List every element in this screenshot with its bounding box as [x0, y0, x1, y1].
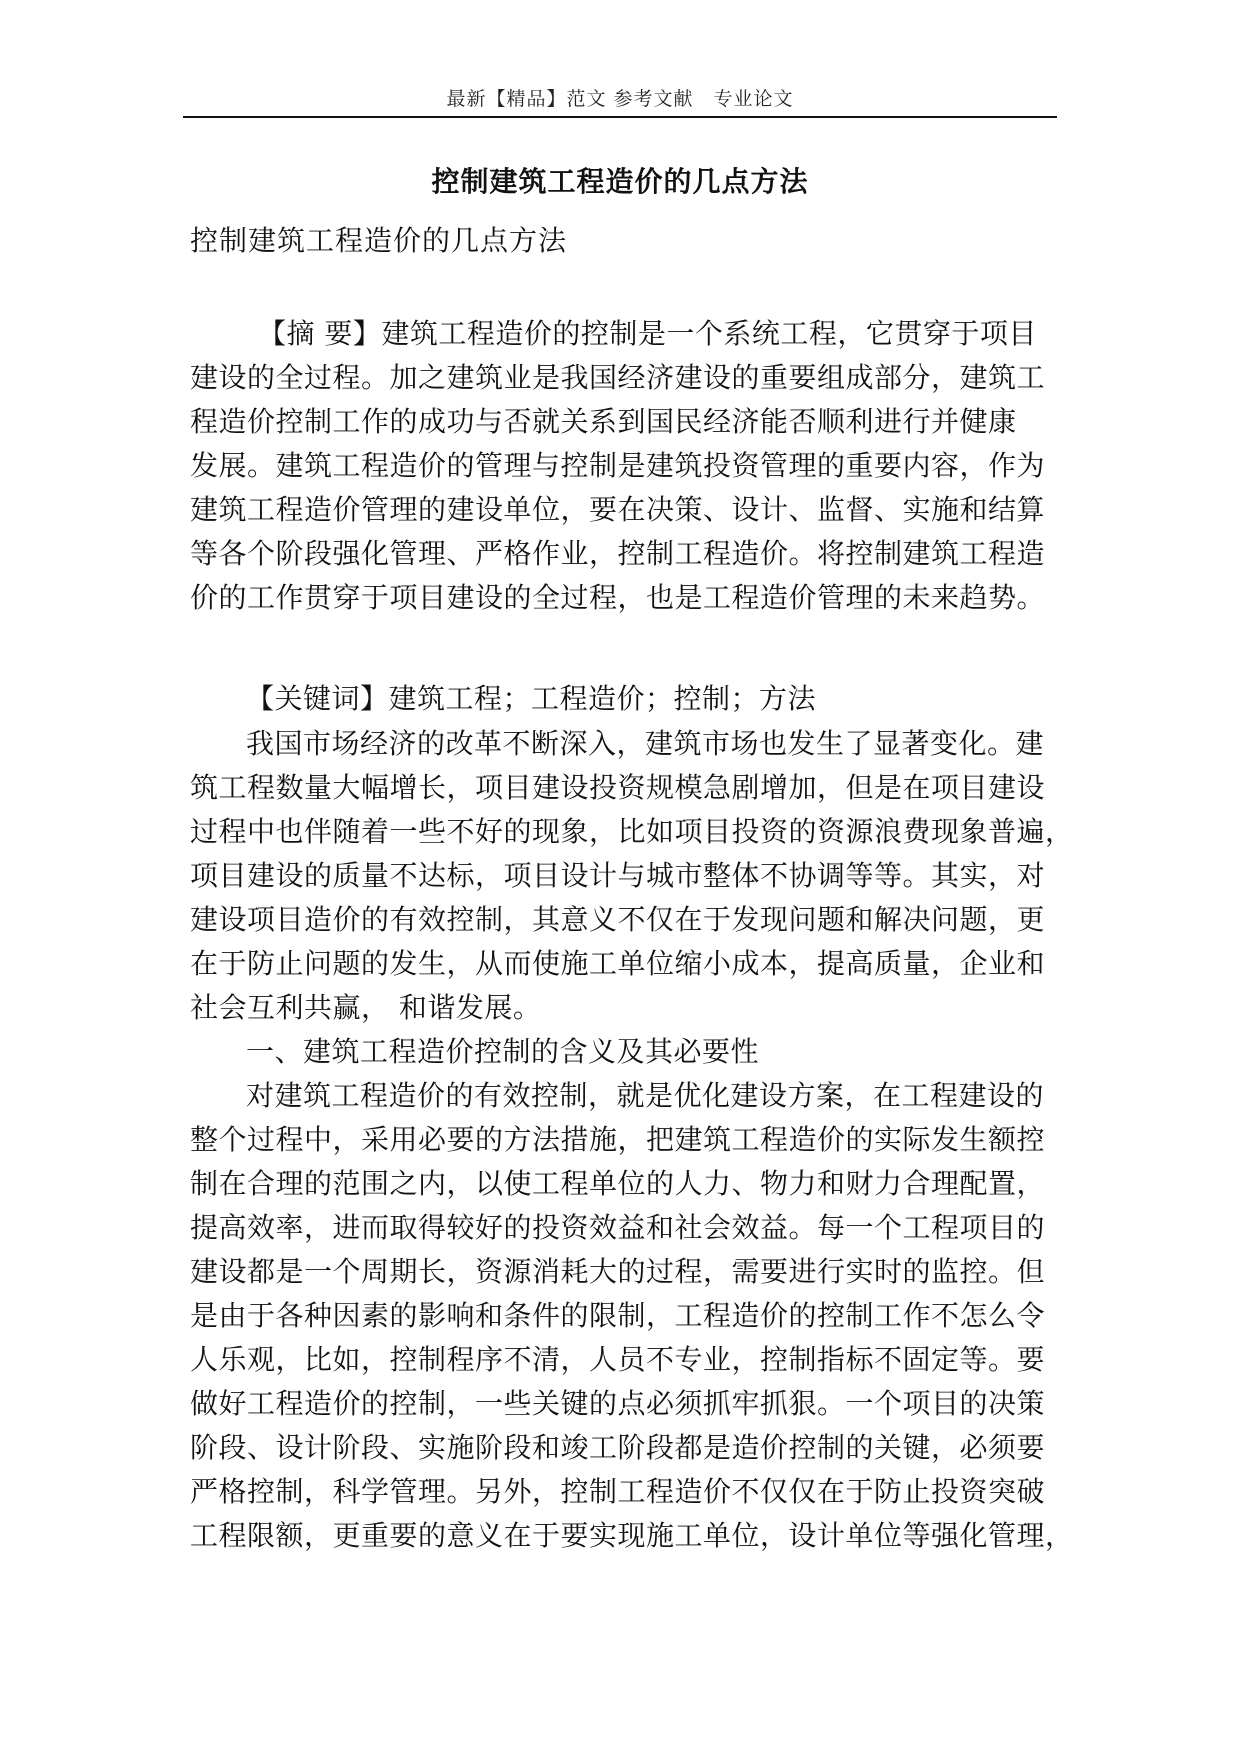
body-line: 工程限额，更重要的意义在于要实现施工单位，设计单位等强化管理， — [190, 1519, 1074, 1552]
abstract-line: 建设的全过程。加之建筑业是我国经济建设的重要组成部分，建筑工 — [190, 361, 1046, 394]
body-line: 人乐观，比如，控制程序不清，人员不专业，控制指标不固定等。要 — [190, 1343, 1046, 1376]
abstract-line: 等各个阶段强化管理、严格作业，控制工程造价。将控制建筑工程造 — [190, 537, 1046, 570]
body-line: 做好工程造价的控制，一些关键的点必须抓牢抓狠。一个项目的决策 — [190, 1387, 1046, 1420]
abstract-line: 【摘 要】建筑工程造价的控制是一个系统工程，它贯穿于项目 — [258, 317, 1037, 350]
body-line: 建设项目造价的有效控制，其意义不仅在于发现问题和解决问题，更 — [190, 903, 1046, 936]
abstract-line: 程造价控制工作的成功与否就关系到国民经济能否顺利进行并健康 — [190, 405, 1017, 438]
body-line: 对建筑工程造价的有效控制，就是优化建设方案，在工程建设的 — [246, 1079, 1045, 1112]
body-line: 整个过程中，采用必要的方法措施，把建筑工程造价的实际发生额控 — [190, 1123, 1046, 1156]
keywords-line: 【关键词】建筑工程；工程造价；控制；方法 — [246, 682, 817, 715]
body-line: 制在合理的范围之内，以使工程单位的人力、物力和财力合理配置， — [190, 1167, 1046, 1200]
abstract-line: 发展。建筑工程造价的管理与控制是建筑投资管理的重要内容，作为 — [190, 449, 1046, 482]
section-heading: 一、建筑工程造价控制的含义及其必要性 — [246, 1035, 760, 1068]
abstract-line: 建筑工程造价管理的建设单位，要在决策、设计、监督、实施和结算 — [190, 493, 1046, 526]
body-line: 建设都是一个周期长，资源消耗大的过程，需要进行实时的监控。但 — [190, 1255, 1046, 1288]
body-line: 在于防止问题的发生，从而使施工单位缩小成本，提高质量，企业和 — [190, 947, 1046, 980]
body-line: 阶段、设计阶段、实施阶段和竣工阶段都是造价控制的关键，必须要 — [190, 1431, 1046, 1464]
body-line: 过程中也伴随着一些不好的现象，比如项目投资的资源浪费现象普遍， — [190, 815, 1074, 848]
body-line: 我国市场经济的改革不断深入，建筑市场也发生了显著变化。建 — [246, 727, 1045, 760]
body-paragraphs — [190, 722, 1074, 1558]
body-line: 筑工程数量大幅增长，项目建设投资规模急剧增加，但是在项目建设 — [190, 771, 1046, 804]
document-subtitle: 控制建筑工程造价的几点方法 — [190, 224, 568, 257]
body-line: 是由于各种因素的影响和条件的限制，工程造价的控制工作不怎么令 — [190, 1299, 1046, 1332]
document-title: 控制建筑工程造价的几点方法 — [431, 165, 809, 198]
page-header: 最新【精品】范文 参考文献 专业论文 — [446, 88, 794, 110]
body-line: 提高效率，进而取得较好的投资效益和社会效益。每一个工程项目的 — [190, 1211, 1046, 1244]
keywords-paragraph — [190, 677, 1055, 721]
header-divider — [183, 116, 1057, 118]
body-line: 严格控制，科学管理。另外，控制工程造价不仅仅在于防止投资突破 — [190, 1475, 1046, 1508]
body-line: 项目建设的质量不达标，项目设计与城市整体不协调等等。其实，对 — [190, 859, 1046, 892]
abstract-line: 价的工作贯穿于项目建设的全过程，也是工程造价管理的未来趋势。 — [190, 581, 1046, 614]
abstract-paragraph — [190, 312, 1055, 620]
body-line: 社会互利共赢， 和谐发展。 — [190, 991, 542, 1024]
